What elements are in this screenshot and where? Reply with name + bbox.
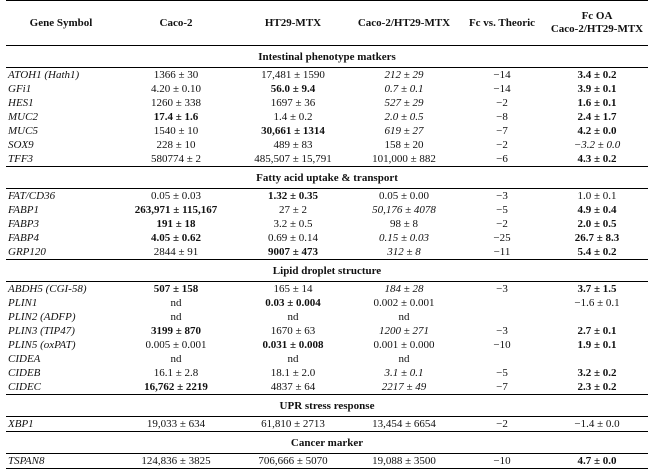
table-row: [6, 380, 648, 395]
fc-cell: −11: [493, 246, 511, 258]
caco2-cell: nd: [170, 297, 182, 309]
ht29-cell: 9007 ± 473: [267, 246, 319, 258]
table-row: [6, 310, 648, 324]
cocult-cell: 184 ± 28: [384, 283, 424, 295]
fcoa-cell: 4.2 ± 0.0: [577, 125, 617, 137]
fc-cell: −5: [496, 204, 508, 216]
header-ht29-mtx: HT29-MTX: [236, 1, 350, 46]
section-header: [6, 167, 648, 189]
fcoa-cell: 3.9 ± 0.1: [577, 83, 617, 95]
ht29-cell: nd: [287, 353, 299, 365]
cocult-cell: 19,088 ± 3500: [350, 454, 458, 469]
cocult-cell: 158 ± 20: [384, 139, 424, 151]
table-row: [6, 282, 648, 297]
caco2-cell: 507 ± 158: [153, 283, 199, 295]
fcoa-cell: 2.3 ± 0.2: [577, 381, 617, 393]
table-row: [6, 352, 648, 366]
ht29-cell: 1697 ± 36: [270, 97, 316, 109]
caco2-cell: 16,762 ± 2219: [144, 381, 208, 393]
gene-expression-table: [6, 0, 648, 469]
fcoa-cell: 1.6 ± 0.1: [577, 97, 617, 109]
cocult-cell: 101,000 ± 882: [372, 153, 436, 165]
table-row: [6, 454, 648, 469]
ht29-cell: 27 ± 2: [278, 204, 308, 216]
header-coculture: Caco-2/HT29-MTX: [350, 1, 458, 46]
cocult-cell: nd: [398, 353, 410, 365]
fc-cell: [458, 310, 546, 324]
header-fc-oa-line1: Fc OA: [581, 10, 613, 22]
caco2-cell: 580774 ± 2: [150, 153, 202, 165]
gene-cell: ABDH5 (CGI-58): [8, 283, 87, 295]
gene-cell: PLIN5 (oxPAT): [8, 339, 76, 351]
table-row: [6, 82, 648, 96]
cocult-cell: 2217 ± 49: [381, 381, 427, 393]
cocult-cell: 50,176 ± 4078: [372, 204, 436, 216]
table-row: [6, 138, 648, 152]
ht29-cell: 30,661 ± 1314: [261, 125, 325, 137]
fc-cell: −2: [496, 218, 508, 230]
fcoa-cell: −1.4 ± 0.0: [574, 418, 620, 430]
section-title: UPR stress response: [6, 395, 648, 417]
cocult-cell: 0.002 ± 0.001: [373, 297, 435, 309]
fcoa-cell: 3.4 ± 0.2: [577, 69, 617, 81]
header-caco2: Caco-2: [116, 1, 236, 46]
ht29-cell: 0.031 ± 0.008: [262, 339, 324, 351]
table-row: [6, 189, 648, 204]
cocult-cell: 312 ± 8: [387, 246, 421, 258]
fc-cell: −3: [496, 190, 508, 202]
gene-cell: MUC5: [8, 125, 38, 137]
table-row: [6, 324, 648, 338]
fcoa-cell: 2.4 ± 1.7: [577, 111, 617, 123]
fcoa-cell: 5.4 ± 0.2: [577, 246, 617, 258]
ht29-cell: 706,666 ± 5070: [236, 454, 350, 469]
gene-cell: TSPAN8: [6, 454, 116, 469]
gene-cell: HES1: [8, 97, 34, 109]
fc-cell: −14: [493, 83, 511, 95]
fcoa-cell: 4.3 ± 0.2: [577, 153, 617, 165]
table-row: [6, 417, 648, 432]
cocult-cell: 2.0 ± 0.5: [384, 111, 424, 123]
ht29-cell: 56.0 ± 9.4: [270, 83, 316, 95]
table-row: [6, 217, 648, 231]
ht29-cell: 61,810 ± 2713: [261, 418, 325, 430]
fc-cell: −10: [458, 454, 546, 469]
gene-cell: MUC2: [8, 111, 38, 123]
cocult-cell: 0.7 ± 0.1: [384, 83, 424, 95]
fcoa-cell: [546, 310, 648, 324]
cocult-cell: 98 ± 8: [389, 218, 419, 230]
fcoa-cell: 4.7 ± 0.0: [546, 454, 648, 469]
section-header: [6, 260, 648, 282]
gene-cell: XBP1: [8, 418, 34, 430]
section-title: Fatty acid uptake & transport: [6, 167, 648, 189]
caco2-cell: 263,971 ± 115,167: [134, 204, 218, 216]
fc-cell: [458, 352, 546, 366]
caco2-cell: 1366 ± 30: [153, 69, 199, 81]
gene-cell: SOX9: [8, 139, 34, 151]
ht29-cell: 489 ± 83: [273, 139, 313, 151]
table-row: [6, 152, 648, 167]
fc-cell: −3: [496, 325, 508, 337]
table-row: [6, 68, 648, 83]
section-header: [6, 432, 648, 454]
fc-cell: −10: [493, 339, 511, 351]
table-row: [6, 231, 648, 245]
header-row: [6, 1, 648, 46]
gene-cell: GFi1: [8, 83, 32, 95]
table-row: [6, 296, 648, 310]
fc-cell: −14: [493, 69, 511, 81]
section-header: [6, 46, 648, 68]
ht29-cell: 3.2 ± 0.5: [273, 218, 313, 230]
fc-cell: −6: [496, 153, 508, 165]
fcoa-cell: [546, 352, 648, 366]
gene-cell: PLIN2 (ADFP): [8, 311, 76, 323]
header-fc-oa-line2: Caco-2/HT29-MTX: [550, 23, 644, 35]
caco2-cell: 0.05 ± 0.03: [150, 190, 202, 202]
cocult-cell: 619 ± 27: [384, 125, 424, 137]
caco2-cell: 16.1 ± 2.8: [153, 367, 199, 379]
gene-cell: FAT/CD36: [8, 190, 56, 202]
header-fc-vs-theoric: Fc vs. Theoric: [458, 1, 546, 46]
header-fc-oa: [546, 1, 648, 46]
table-row: [6, 124, 648, 138]
fcoa-cell: 3.2 ± 0.2: [577, 367, 617, 379]
gene-cell: CIDEC: [8, 381, 41, 393]
table-row: [6, 245, 648, 260]
fcoa-cell: 3.7 ± 1.5: [577, 283, 617, 295]
ht29-cell: 18.1 ± 2.0: [270, 367, 316, 379]
header-gene-symbol: Gene Symbol: [6, 1, 116, 46]
table-row: [6, 366, 648, 380]
cocult-cell: 13,454 ± 6654: [372, 418, 436, 430]
ht29-cell: 17,481 ± 1590: [261, 69, 325, 81]
fc-cell: −2: [496, 139, 508, 151]
caco2-cell: 4.05 ± 0.62: [150, 232, 202, 244]
gene-cell: CIDEB: [8, 367, 41, 379]
gene-cell: FABP1: [8, 204, 39, 216]
caco2-cell: 17.4 ± 1.6: [153, 111, 199, 123]
caco2-cell: 4.20 ± 0.10: [150, 83, 202, 95]
fc-cell: −7: [496, 381, 508, 393]
ht29-cell: nd: [287, 311, 299, 323]
caco2-cell: 191 ± 18: [156, 218, 196, 230]
fc-cell: −3: [496, 283, 508, 295]
gene-cell: FABP4: [8, 232, 39, 244]
fcoa-cell: 1.0 ± 0.1: [577, 190, 617, 202]
table-row: [6, 338, 648, 352]
gene-cell: PLIN3 (TIP47): [8, 325, 75, 337]
fcoa-cell: 26.7 ± 8.3: [574, 232, 620, 244]
table-row: [6, 110, 648, 124]
fcoa-cell: 2.0 ± 0.5: [577, 218, 617, 230]
fc-cell: −2: [496, 418, 508, 430]
gene-cell: FABP3: [8, 218, 39, 230]
caco2-cell: 1540 ± 10: [153, 125, 199, 137]
ht29-cell: 0.69 ± 0.14: [267, 232, 319, 244]
fcoa-cell: 2.7 ± 0.1: [577, 325, 617, 337]
section-title: Intestinal phenotype matkers: [6, 46, 648, 68]
caco2-cell: nd: [170, 311, 182, 323]
fc-cell: −5: [496, 367, 508, 379]
section-title: Lipid droplet structure: [6, 260, 648, 282]
fcoa-cell: 4.9 ± 0.4: [577, 204, 617, 216]
caco2-cell: nd: [170, 353, 182, 365]
fc-cell: −8: [496, 111, 508, 123]
cocult-cell: 527 ± 29: [384, 97, 424, 109]
caco2-cell: 124,836 ± 3825: [116, 454, 236, 469]
caco2-cell: 228 ± 10: [156, 139, 196, 151]
cocult-cell: 3.1 ± 0.1: [384, 367, 424, 379]
ht29-cell: 0.03 ± 0.004: [265, 297, 321, 309]
fc-cell: [458, 296, 546, 310]
caco2-cell: 19,033 ± 634: [146, 418, 206, 430]
ht29-cell: 4837 ± 64: [270, 381, 316, 393]
caco2-cell: 2844 ± 91: [153, 246, 199, 258]
cocult-cell: 212 ± 29: [384, 69, 424, 81]
fc-cell: −7: [496, 125, 508, 137]
fcoa-cell: −1.6 ± 0.1: [574, 297, 620, 309]
gene-cell: CIDEA: [8, 353, 41, 365]
cocult-cell: 0.15 ± 0.03: [378, 232, 430, 244]
gene-cell: PLIN1: [8, 297, 38, 309]
cocult-cell: 1200 ± 271: [378, 325, 430, 337]
fc-cell: −25: [493, 232, 511, 244]
ht29-cell: 165 ± 14: [273, 283, 313, 295]
gene-cell: TFF3: [8, 153, 34, 165]
table-row: [6, 96, 648, 110]
section-title: Cancer marker: [6, 432, 648, 454]
table-row: [6, 203, 648, 217]
gene-cell: GRP120: [8, 246, 46, 258]
fcoa-cell: 1.9 ± 0.1: [577, 339, 617, 351]
cocult-cell: 0.001 ± 0.000: [373, 339, 435, 351]
fc-cell: −2: [496, 97, 508, 109]
section-header: [6, 395, 648, 417]
caco2-cell: 1260 ± 338: [150, 97, 202, 109]
cocult-cell: 0.05 ± 0.00: [378, 190, 430, 202]
fcoa-cell: −3.2 ± 0.0: [573, 139, 621, 151]
caco2-cell: 3199 ± 870: [150, 325, 202, 337]
caco2-cell: 0.005 ± 0.001: [145, 339, 207, 351]
gene-cell: ATOH1 (Hath1): [8, 69, 80, 81]
ht29-cell: 1670 ± 63: [270, 325, 316, 337]
ht29-cell: 485,507 ± 15,791: [254, 153, 332, 165]
ht29-cell: 1.4 ± 0.2: [273, 111, 313, 123]
ht29-cell: 1.32 ± 0.35: [267, 190, 319, 202]
cocult-cell: nd: [398, 311, 410, 323]
